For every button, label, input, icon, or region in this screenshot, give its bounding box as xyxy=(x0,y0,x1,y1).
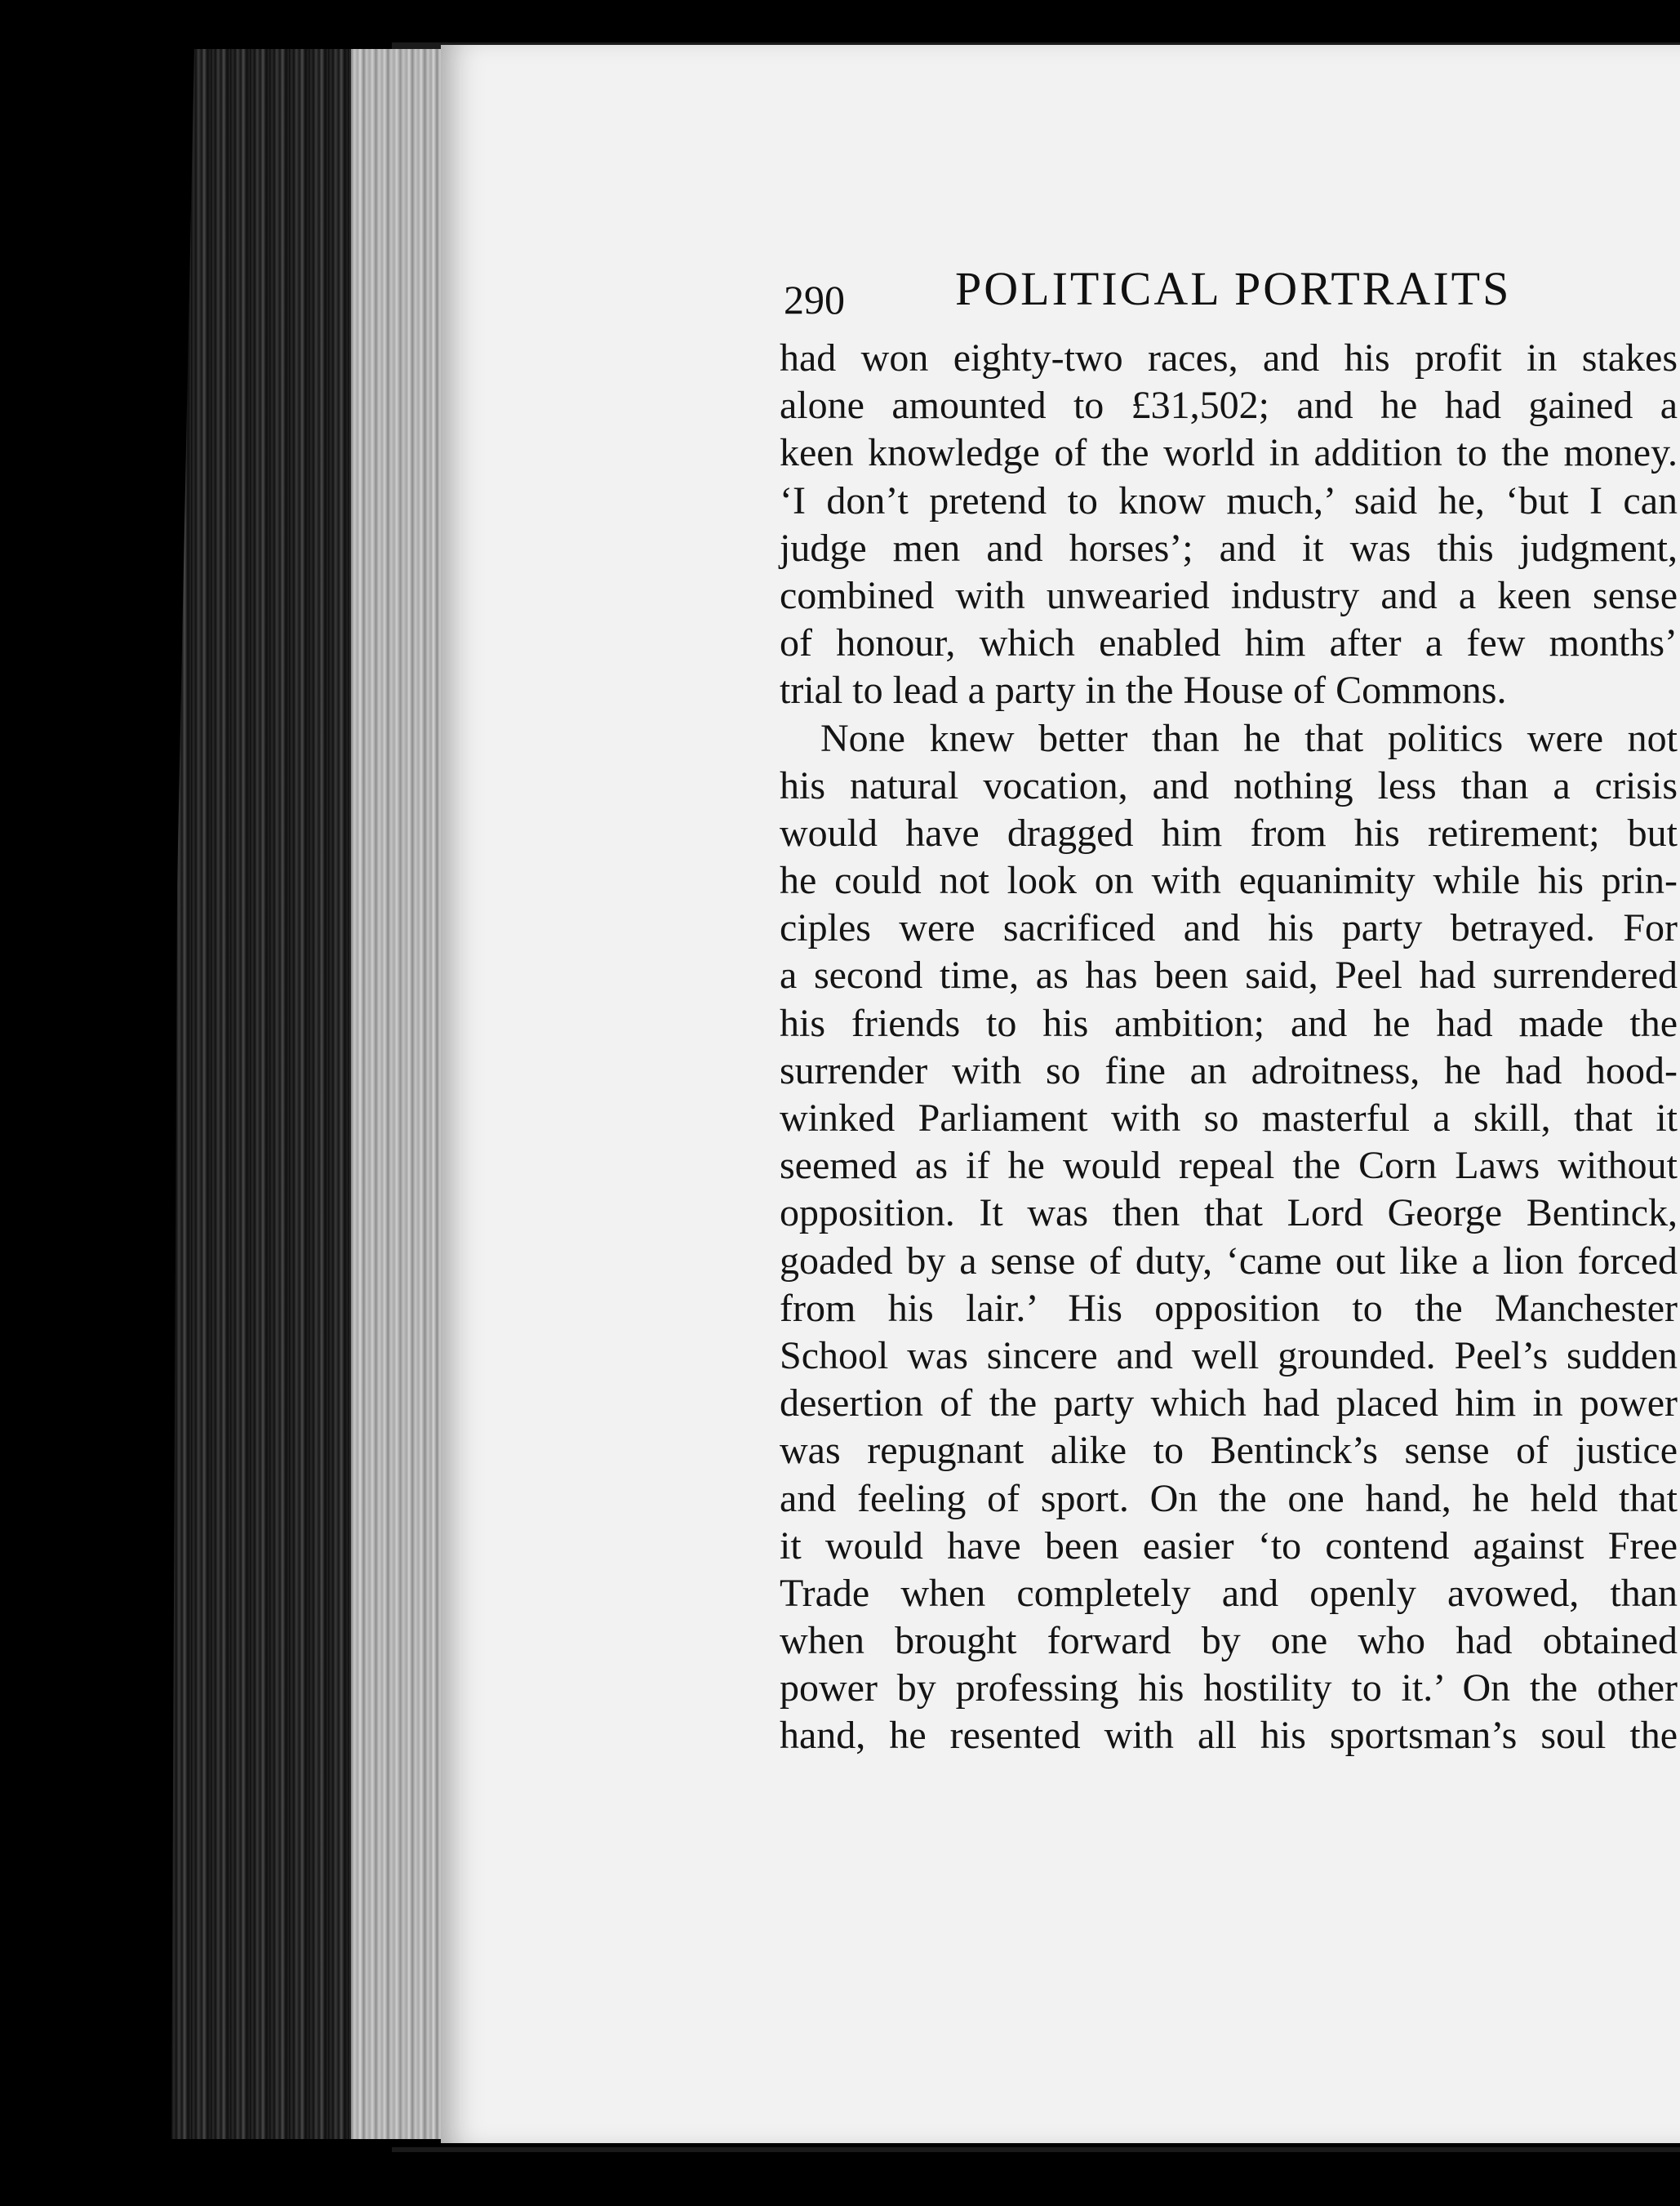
text-line: alone amounted to £31,502; and he had gained a xyxy=(780,384,1678,428)
text-line: was repugnant alike to Bentinck’s sense of justice xyxy=(780,1429,1678,1473)
running-head xyxy=(784,261,1680,322)
text-line: combined with unwearied industry and a keen sense xyxy=(780,573,1678,617)
text-line: goaded by a sense of duty, ‘came out like a lion forced xyxy=(780,1239,1678,1283)
text-line: of honour, which enabled him after a few months’ xyxy=(780,621,1678,665)
text-line: hand, he resented with all his sportsman’s soul the xyxy=(780,1714,1678,1758)
body-text xyxy=(780,335,1678,1760)
text-line: power by professing his hostility to it.’ On the other xyxy=(780,1666,1678,1710)
text-line: winked Parliament with so masterful a skill, that it xyxy=(780,1096,1678,1140)
text-line: his friends to his ambition; and he had made the xyxy=(780,1001,1678,1045)
bottom-page-edge xyxy=(392,2147,1680,2152)
text-line: when brought forward by one who had obtained xyxy=(780,1619,1678,1663)
text-line: desertion of the party which had placed him in power xyxy=(780,1381,1678,1425)
text-line: and feeling of sport. On the one hand, he held that xyxy=(780,1476,1678,1520)
page-title: POLITICAL PORTRAITS xyxy=(955,262,1512,315)
text-line: surrender with so fine an adroitness, he had hood- xyxy=(780,1048,1678,1092)
text-line: he could not look on with equanimity while his prin- xyxy=(780,859,1678,903)
text-line: ciples were sacrificed and his party betrayed. For xyxy=(780,906,1678,950)
text-line: trial to lead a party in the House of Commons. xyxy=(780,669,1507,713)
text-line: judge men and horses’; and it was this judgment, xyxy=(780,526,1678,570)
text-line: Trade when completely and openly avowed, than xyxy=(780,1571,1678,1615)
text-line: seemed as if he would repeal the Corn Laws without xyxy=(780,1144,1678,1188)
text-line: his natural vocation, and nothing less than a crisis xyxy=(780,763,1678,807)
text-line: a second time, as has been said, Peel had surrendered xyxy=(780,954,1678,998)
text-line: it would have been easier ‘to contend against Free xyxy=(780,1523,1678,1568)
text-line: opposition. It was then that Lord George Bentinck, xyxy=(780,1191,1678,1235)
text-line: had won eighty-two races, and his profit in stakes xyxy=(780,336,1678,380)
text-line: from his lair.’ His opposition to the Manchester xyxy=(780,1286,1678,1330)
text-line: keen knowledge of the world in addition to the money. xyxy=(780,431,1678,475)
text-line: would have dragged him from his retirement; but xyxy=(780,811,1678,855)
text-line: ‘I don’t pretend to know much,’ said he, ‘but I can xyxy=(780,478,1678,523)
text-line: None knew better than he that politics were not xyxy=(820,716,1678,760)
page-number: 290 xyxy=(784,277,845,322)
text-line: School was sincere and well grounded. Peel’s sudden xyxy=(780,1333,1678,1377)
